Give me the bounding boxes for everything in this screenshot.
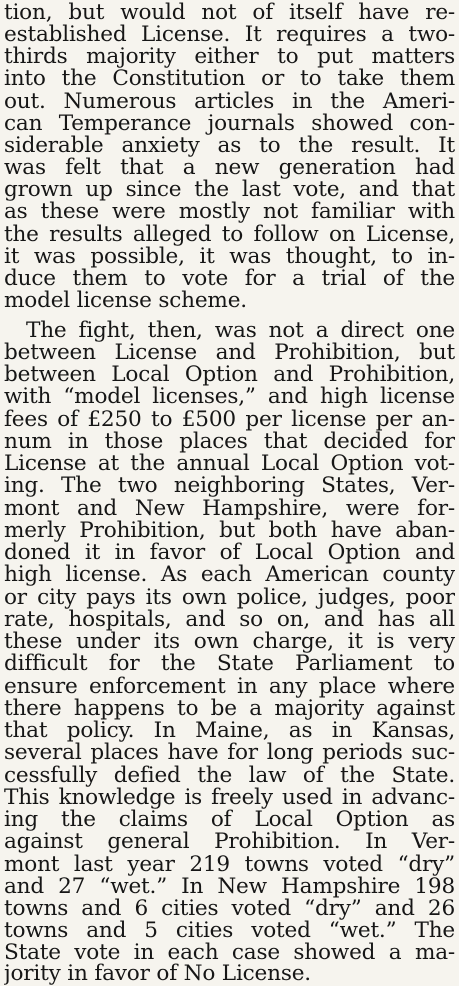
text-line: The fight, then, was not a direct one [26,318,455,343]
text-line: towns and 5 cities voted “wet.” The [4,918,455,943]
text-line: between License and Prohibition, but [4,340,455,365]
text-line: num in those places that decided for [4,429,455,454]
text-line: ing the claims of Local Option as [4,807,455,832]
text-line: merly Prohibition, but both have aban- [4,518,455,543]
text-line: between Local Option and Prohibition, [4,362,455,387]
text-line: mont and New Hampshire, were for- [4,496,455,521]
text-line: grown up since the last vote, and that [4,177,455,202]
text-line: fees of £250 to £500 per license per an- [4,407,455,432]
text-line: thirds majority either to put matters [4,44,455,69]
text-line: This knowledge is freely used in advanc- [4,785,455,810]
text-line: established License. It requires a two- [4,22,455,47]
text-line: high license. As each American county [4,562,455,587]
text-line: rate, hospitals, and so on, and has all [4,607,455,632]
text-line: difficult for the State Parliament to [4,651,455,676]
article-column [4,0,455,986]
text-line: as these were mostly not familiar with [4,199,455,224]
text-line: and 27 “wet.” In New Hampshire 198 [4,874,455,899]
text-line: with “model licenses,” and high license [4,384,455,409]
text-line: jority in favor of No License. [4,961,311,986]
text-line: there happens to be a majority against [4,696,455,721]
text-line: tion, but would not of itself have re- [4,0,455,25]
text-line: that policy. In Maine, as in Kansas, [4,718,455,743]
text-line: model license scheme. [4,288,247,313]
text-line: or city pays its own police, judges, poor [4,585,455,610]
text-line: against general Prohibition. In Ver- [4,829,455,854]
text-line: towns and 6 cities voted “dry” and 26 [4,896,455,921]
text-line: was felt that a new generation had [4,155,455,180]
text-line: ensure enforcement in any place where [4,674,455,699]
text-line: siderable anxiety as to the result. It [4,133,455,158]
text-line: License at the annual Local Option vot- [4,451,455,476]
text-line: these under its own charge, it is very [4,629,455,654]
text-line: mont last year 219 towns voted “dry” [4,852,455,877]
text-line: out. Numerous articles in the Ameri- [4,89,455,114]
text-line: it was possible, it was thought, to in- [4,244,455,269]
text-line: doned it in favor of Local Option and [4,540,455,565]
text-line: can Temperance journals showed con- [4,111,455,136]
text-line: cessfully defied the law of the State. [4,763,455,788]
text-line: duce them to vote for a trial of the [4,266,455,291]
text-line: State vote in each case showed a ma- [4,940,455,965]
text-line: the results alleged to follow on License, [4,222,455,247]
text-line: several places have for long periods suc- [4,740,455,765]
text-line: into the Constitution or to take them [4,66,455,91]
text-line: ing. The two neighboring States, Ver- [4,473,455,498]
